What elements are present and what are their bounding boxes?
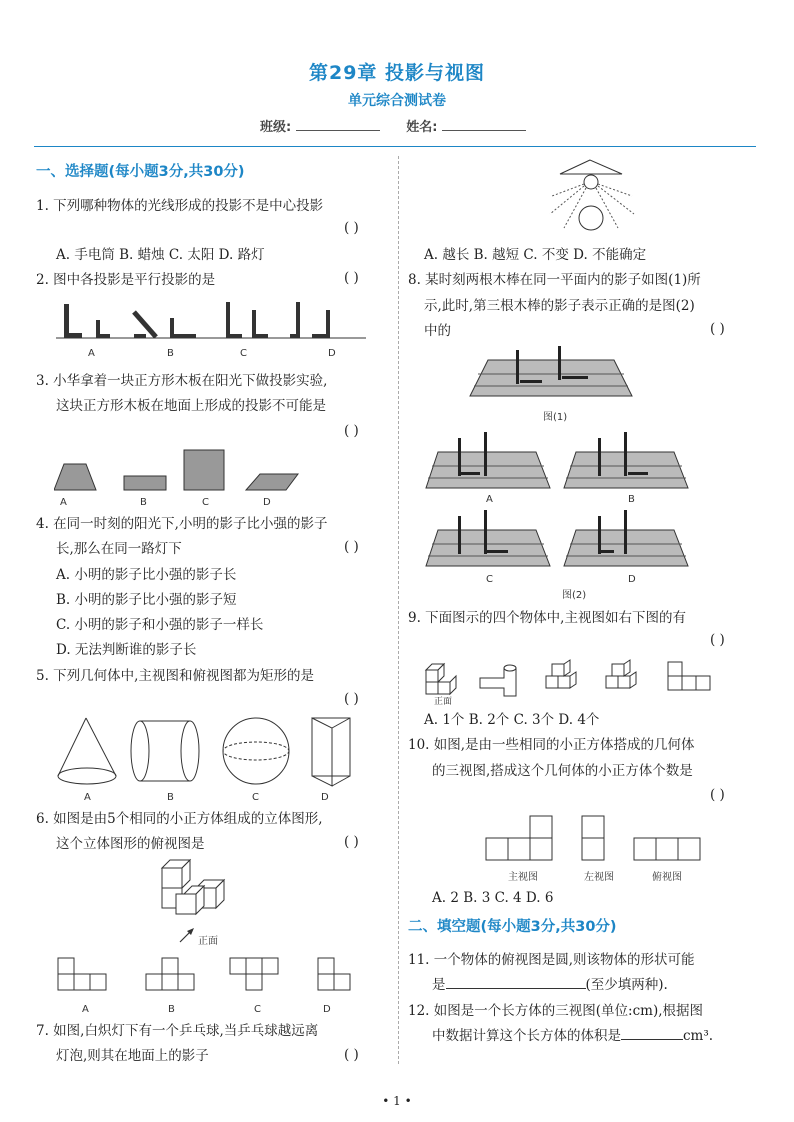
q4-text-1: 4. 在同一时刻的阳光下,小明的影子比小强的影子: [36, 516, 328, 532]
q6-cube-figure: [156, 858, 246, 924]
q8-label-d: D: [628, 574, 636, 585]
q5-label-a: A: [84, 792, 91, 803]
q6-label-b: B: [168, 1004, 175, 1015]
section-fill-title: 二、填空题(每小题3分,共30分): [408, 919, 617, 935]
q10-text-1: 10. 如图,是由一些相同的小正方体搭成的几何体: [408, 737, 695, 753]
name-blank[interactable]: [442, 118, 526, 131]
q11-text-2: [432, 973, 668, 998]
q3-label-b: B: [140, 497, 147, 508]
q8-options-top: [424, 430, 754, 492]
q8-text-2: 示,此时,第三根木棒的影子表示正确的是图(2): [424, 298, 695, 314]
q8-label-c: C: [486, 574, 493, 585]
student-info-line: [260, 116, 548, 135]
q6-label-c: C: [254, 1004, 261, 1015]
q10-view-front: 主视图: [508, 872, 538, 883]
q11-text-1: 11. 一个物体的俯视图是圆,则该物体的形状可能: [408, 952, 695, 968]
q8-options-bottom: [424, 508, 754, 570]
q12-text-2b: cm³.: [683, 1028, 714, 1044]
q9-answer-paren[interactable]: ( ): [710, 632, 725, 648]
q11-text-2b: (至少填两种).: [585, 977, 668, 993]
q1-options: A. 手电筒 B. 蜡烛 C. 太阳 D. 路灯: [56, 247, 265, 263]
q2-label-c: C: [240, 348, 247, 359]
q7-lamp-figure: [546, 156, 636, 240]
q6-text-1: 6. 如图是由5个相同的小正方体组成的立体图形,: [36, 811, 323, 827]
q5-text: 5. 下列几何体中,主视图和俯视图都为矩形的是: [36, 668, 314, 684]
q7-answer-paren[interactable]: ( ): [344, 1047, 359, 1063]
q10-view-left: 左视图: [584, 872, 614, 883]
q2-label-d: D: [328, 348, 336, 359]
q8-fig1: [468, 346, 634, 402]
q6-label-a: A: [82, 1004, 89, 1015]
q10-options: A. 2 B. 3 C. 4 D. 6: [432, 890, 554, 906]
q4-option-c: C. 小明的影子和小强的影子一样长: [56, 617, 264, 633]
q4-text-2: 长,那么在同一路灯下: [56, 541, 182, 557]
class-blank[interactable]: [296, 118, 380, 131]
q6-front-label: 正面: [198, 936, 218, 947]
q9-options: A. 1个 B. 2个 C. 3个 D. 4个: [424, 712, 600, 728]
q3-label-c: C: [202, 497, 209, 508]
q5-label-c: C: [252, 792, 259, 803]
q9-figure: [422, 656, 722, 702]
q4-option-d: D. 无法判断谁的影子长: [56, 642, 197, 658]
q5-figure: [44, 714, 364, 788]
q4-answer-paren[interactable]: ( ): [344, 539, 359, 555]
q2-figure: [56, 296, 366, 362]
q6-answer-paren[interactable]: ( ): [344, 834, 359, 850]
q7-options: A. 越长 B. 越短 C. 不变 D. 不能确定: [424, 247, 647, 263]
q2-label-a: A: [88, 348, 95, 359]
q11-text-2a: 是: [432, 977, 446, 993]
q12-answer-blank[interactable]: [621, 1025, 683, 1040]
page-title: 第29章 投影与视图: [308, 62, 486, 84]
page-subtitle: 单元综合测试卷: [348, 93, 446, 109]
q8-label-a: A: [486, 494, 493, 505]
name-label: 姓名:: [406, 120, 438, 135]
q8-fig2-caption: 图(2): [562, 590, 587, 601]
q1-answer-paren[interactable]: ( ): [344, 220, 359, 236]
q8-fig1-caption: 图(1): [543, 412, 568, 423]
q5-answer-paren[interactable]: ( ): [344, 691, 359, 707]
q10-views-figure: [484, 814, 714, 864]
q6-label-d: D: [323, 1004, 331, 1015]
q2-answer-paren[interactable]: ( ): [344, 270, 359, 286]
q9-front-label: 正面: [434, 697, 453, 707]
q3-label-d: D: [263, 497, 271, 508]
q6-text-2: 这个立体图形的俯视图是: [56, 836, 205, 852]
q9-text: 9. 下面图示的四个物体中,主视图如右下图的有: [408, 610, 686, 626]
q3-text-1: 3. 小华拿着一块正方形木板在阳光下做投影实验,: [36, 373, 328, 389]
page-number: • 1 •: [382, 1094, 412, 1108]
q5-label-b: B: [167, 792, 174, 803]
q7-text-2: 灯泡,则其在地面上的影子: [56, 1048, 209, 1064]
q2-label-b: B: [167, 348, 174, 359]
q1-text: 1. 下列哪种物体的光线形成的投影不是中心投影: [36, 198, 324, 214]
q10-text-2: 的三视图,搭成这个几何体的小正方体个数是: [432, 763, 693, 779]
section-choice-title: 一、选择题(每小题3分,共30分): [36, 164, 245, 180]
front-arrow-icon: [178, 926, 198, 944]
q11-answer-blank[interactable]: [446, 974, 586, 989]
q12-text-1: 12. 如图是一个长方体的三视图(单位:cm),根据图: [408, 1003, 703, 1019]
q4-option-a: A. 小明的影子比小强的影子长: [56, 567, 237, 583]
q2-text: 2. 图中各投影是平行投影的是: [36, 272, 216, 288]
column-divider: [398, 156, 399, 1064]
class-label: 班级:: [260, 120, 292, 135]
q3-answer-paren[interactable]: ( ): [344, 423, 359, 439]
q8-text-3: 中的: [424, 323, 451, 339]
q5-label-d: D: [321, 792, 329, 803]
q6-options-figure: [56, 956, 356, 1000]
q8-answer-paren[interactable]: ( ): [710, 321, 725, 337]
q10-view-top: 俯视图: [652, 872, 682, 883]
q10-answer-paren[interactable]: ( ): [710, 787, 725, 803]
q12-text-2: [432, 1024, 713, 1049]
q3-text-2: 这块正方形木板在地面上形成的投影不可能是: [56, 398, 326, 414]
header-divider: [34, 146, 756, 147]
q3-label-a: A: [60, 497, 67, 508]
q3-figure: [54, 448, 354, 494]
q8-text-1: 8. 某时刻两根木棒在同一平面内的影子如图(1)所: [408, 272, 701, 288]
q7-text-1: 7. 如图,白炽灯下有一个乒乓球,当乒乓球越远离: [36, 1023, 319, 1039]
q12-text-2a: 中数据计算这个长方体的体积是: [432, 1028, 621, 1044]
q4-option-b: B. 小明的影子比小强的影子短: [56, 592, 237, 608]
q8-label-b: B: [628, 494, 635, 505]
